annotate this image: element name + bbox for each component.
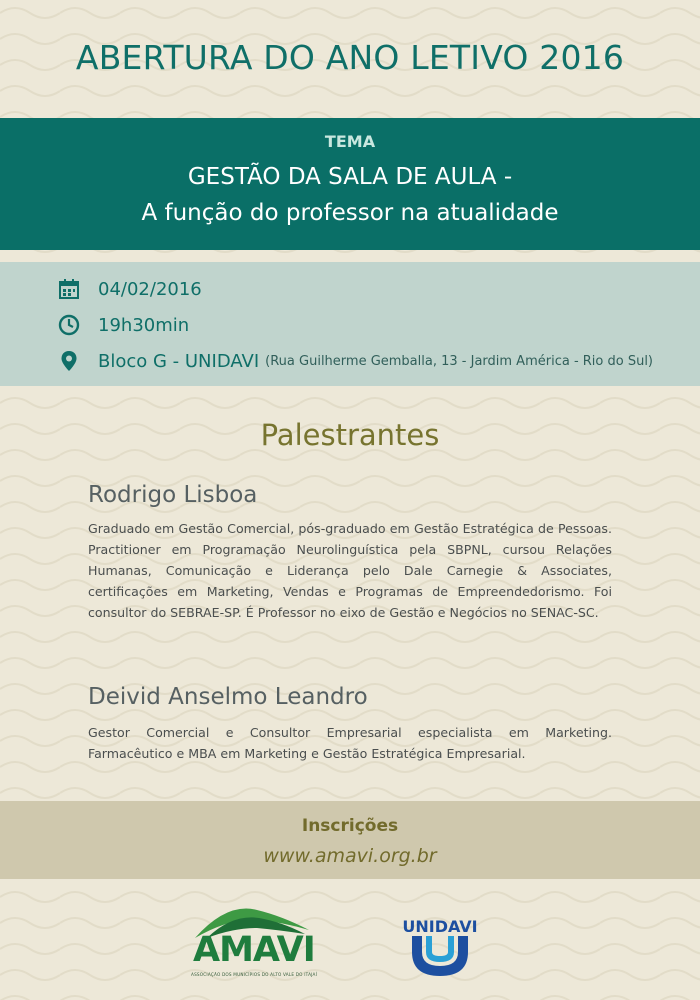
event-date: 04/02/2016 [98, 278, 202, 300]
event-address: (Rua Guilherme Gemballa, 13 - Jardim América - Rio do Sul) [265, 353, 654, 369]
event-location-row [58, 350, 653, 372]
clock-icon [58, 314, 80, 336]
event-time-row [58, 314, 189, 336]
event-info-band [0, 262, 700, 386]
speakers-heading: Palestrantes [260, 418, 440, 452]
event-time: 19h30min [98, 314, 190, 336]
theme-banner [0, 118, 700, 250]
registration-band [0, 801, 700, 879]
unidavi-emblem-icon [410, 934, 470, 978]
unidavi-logo [402, 910, 478, 978]
amavi-logo [187, 900, 318, 980]
theme-label: TEMA [324, 132, 376, 151]
speaker-bio: Graduado em Gestão Comercial, pós-graduado em Gestão Estratégica de Pessoas. Practitioner em Programação Neurolinguística pela SBPNL, cursou Relações Humanas, Comunicação e Liderança pelo Dale Carnegie & Associates, certificações em Marketing, Vendas e Programas de Empreendedorismo. Foi consultor do SEBRAE-SP. É Professor no eixo de Gestão e Negócios no SENAC-SC. [88, 521, 612, 620]
speaker-name: Rodrigo Lisboa [88, 482, 258, 508]
event-date-row [58, 278, 202, 300]
speaker-name: Deivid Anselmo Leandro [88, 684, 368, 710]
registration-label: Inscrições [301, 816, 399, 836]
amavi-wordmark: AMAVI [193, 930, 315, 970]
registration-link[interactable]: www.amavi.org.br [263, 845, 437, 867]
theme-title-line1: GESTÃO DA SALA DE AULA - [187, 164, 513, 190]
calendar-icon [58, 278, 80, 300]
amavi-subtitle: ASSOCIAÇÃO DOS MUNICÍPIOS DO ALTO VALE DO ITAJAÍ [191, 972, 318, 977]
map-pin-icon [58, 350, 80, 372]
event-location: Bloco G - UNIDAVI [98, 350, 260, 372]
page-title: ABERTURA DO ANO LETIVO 2016 [75, 38, 625, 77]
unidavi-wordmark: UNIDAVI [402, 917, 478, 936]
speaker-bio: Gestor Comercial e Consultor Empresarial especialista em Marketing. Farmacêutico e MBA em Marketing e Gestão Estratégica Empresarial. [88, 725, 612, 761]
theme-title-line2: A função do professor na atualidade [141, 200, 559, 226]
